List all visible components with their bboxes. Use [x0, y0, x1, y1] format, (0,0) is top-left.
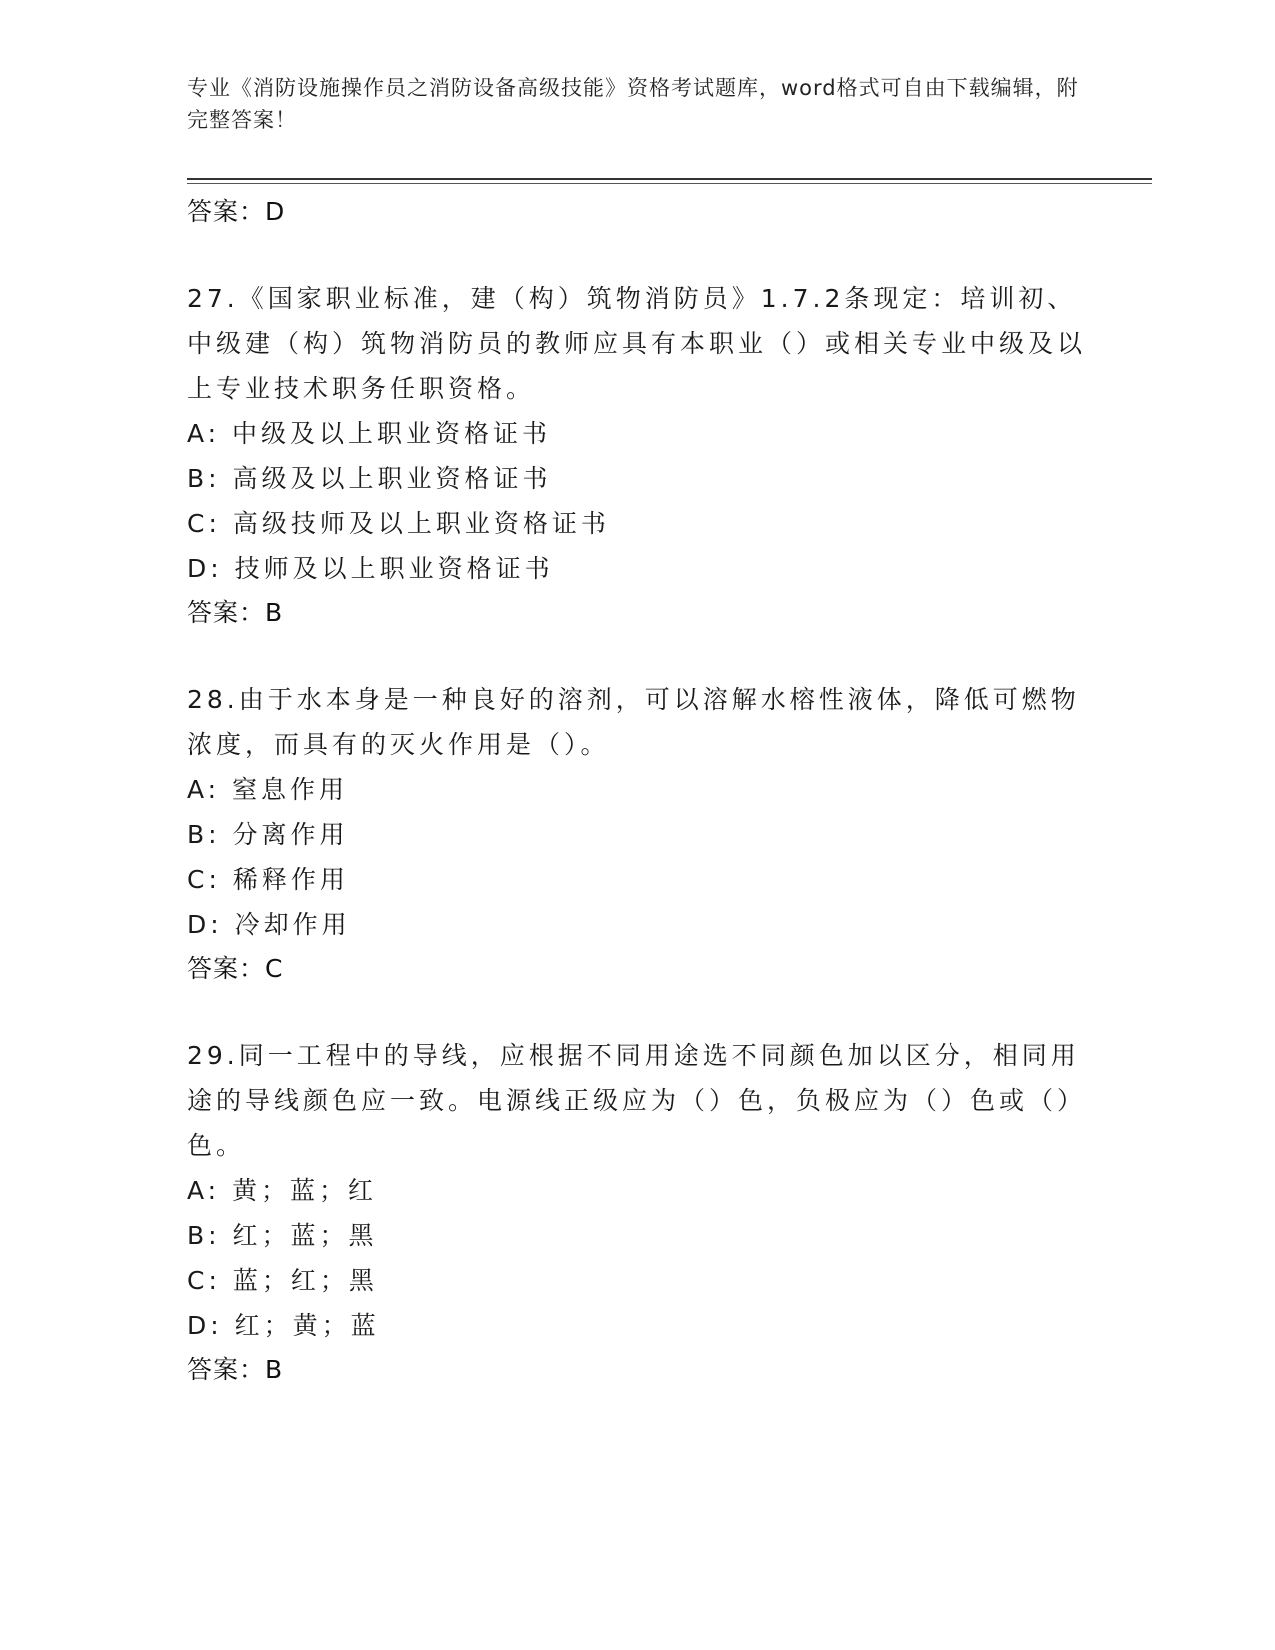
option-b: B: 高级及以上职业资格证书 — [187, 464, 552, 493]
question-text: 27.《国家职业标准，建（构）筑物消防员》1.7.2条现定：培训初、中级建（构）筑物消防员的教师应具有本职业（）或相关专业中级及以上专业技术职务任职资格。 — [187, 284, 1087, 403]
option-b: B: 红；蓝；黑 — [187, 1221, 378, 1250]
option-c: C: 蓝；红；黑 — [187, 1266, 378, 1295]
option-a: A: 窒息作用 — [187, 775, 349, 804]
question-text: 29.同一工程中的导线，应根据不同用途选不同颜色加以区分，相同用途的导线颜色应一致。电源线正级应为（）色，负极应为（）色或（）色。 — [187, 1041, 1087, 1160]
question-block — [187, 677, 1087, 991]
spacer — [187, 635, 1087, 677]
option-c: C: 高级技师及以上职业资格证书 — [187, 509, 610, 538]
answer-label: 答案：B — [187, 1355, 284, 1384]
spacer — [187, 991, 1087, 1033]
header-rule — [187, 178, 1152, 180]
option-b: B: 分离作用 — [187, 820, 349, 849]
option-d: D: 红；黄；蓝 — [187, 1311, 380, 1340]
question-text: 28.由于水本身是一种良好的溶剂，可以溶解水榕性液体，降低可燃物浓度，而具有的灭火作用是（）。 — [187, 685, 1080, 759]
page-header: 专业《消防设施操作员之消防设备高级技能》资格考试题库，word格式可自由下载编辑，附完整答案！ — [187, 76, 1079, 132]
option-c: C: 稀释作用 — [187, 865, 349, 894]
option-d: D: 技师及以上职业资格证书 — [187, 554, 554, 583]
answer-label: 答案：B — [187, 598, 284, 627]
option-a: A: 中级及以上职业资格证书 — [187, 419, 552, 448]
option-a: A: 黄；蓝；红 — [187, 1176, 378, 1205]
option-d: D: 冷却作用 — [187, 910, 351, 939]
answer-label: 答案：C — [187, 954, 284, 983]
header-rule-thin — [187, 183, 1152, 184]
spacer — [187, 234, 1087, 276]
question-block — [187, 276, 1087, 635]
question-list — [187, 190, 1087, 1392]
question-block — [187, 1033, 1087, 1392]
previous-answer: 答案：D — [187, 197, 286, 226]
